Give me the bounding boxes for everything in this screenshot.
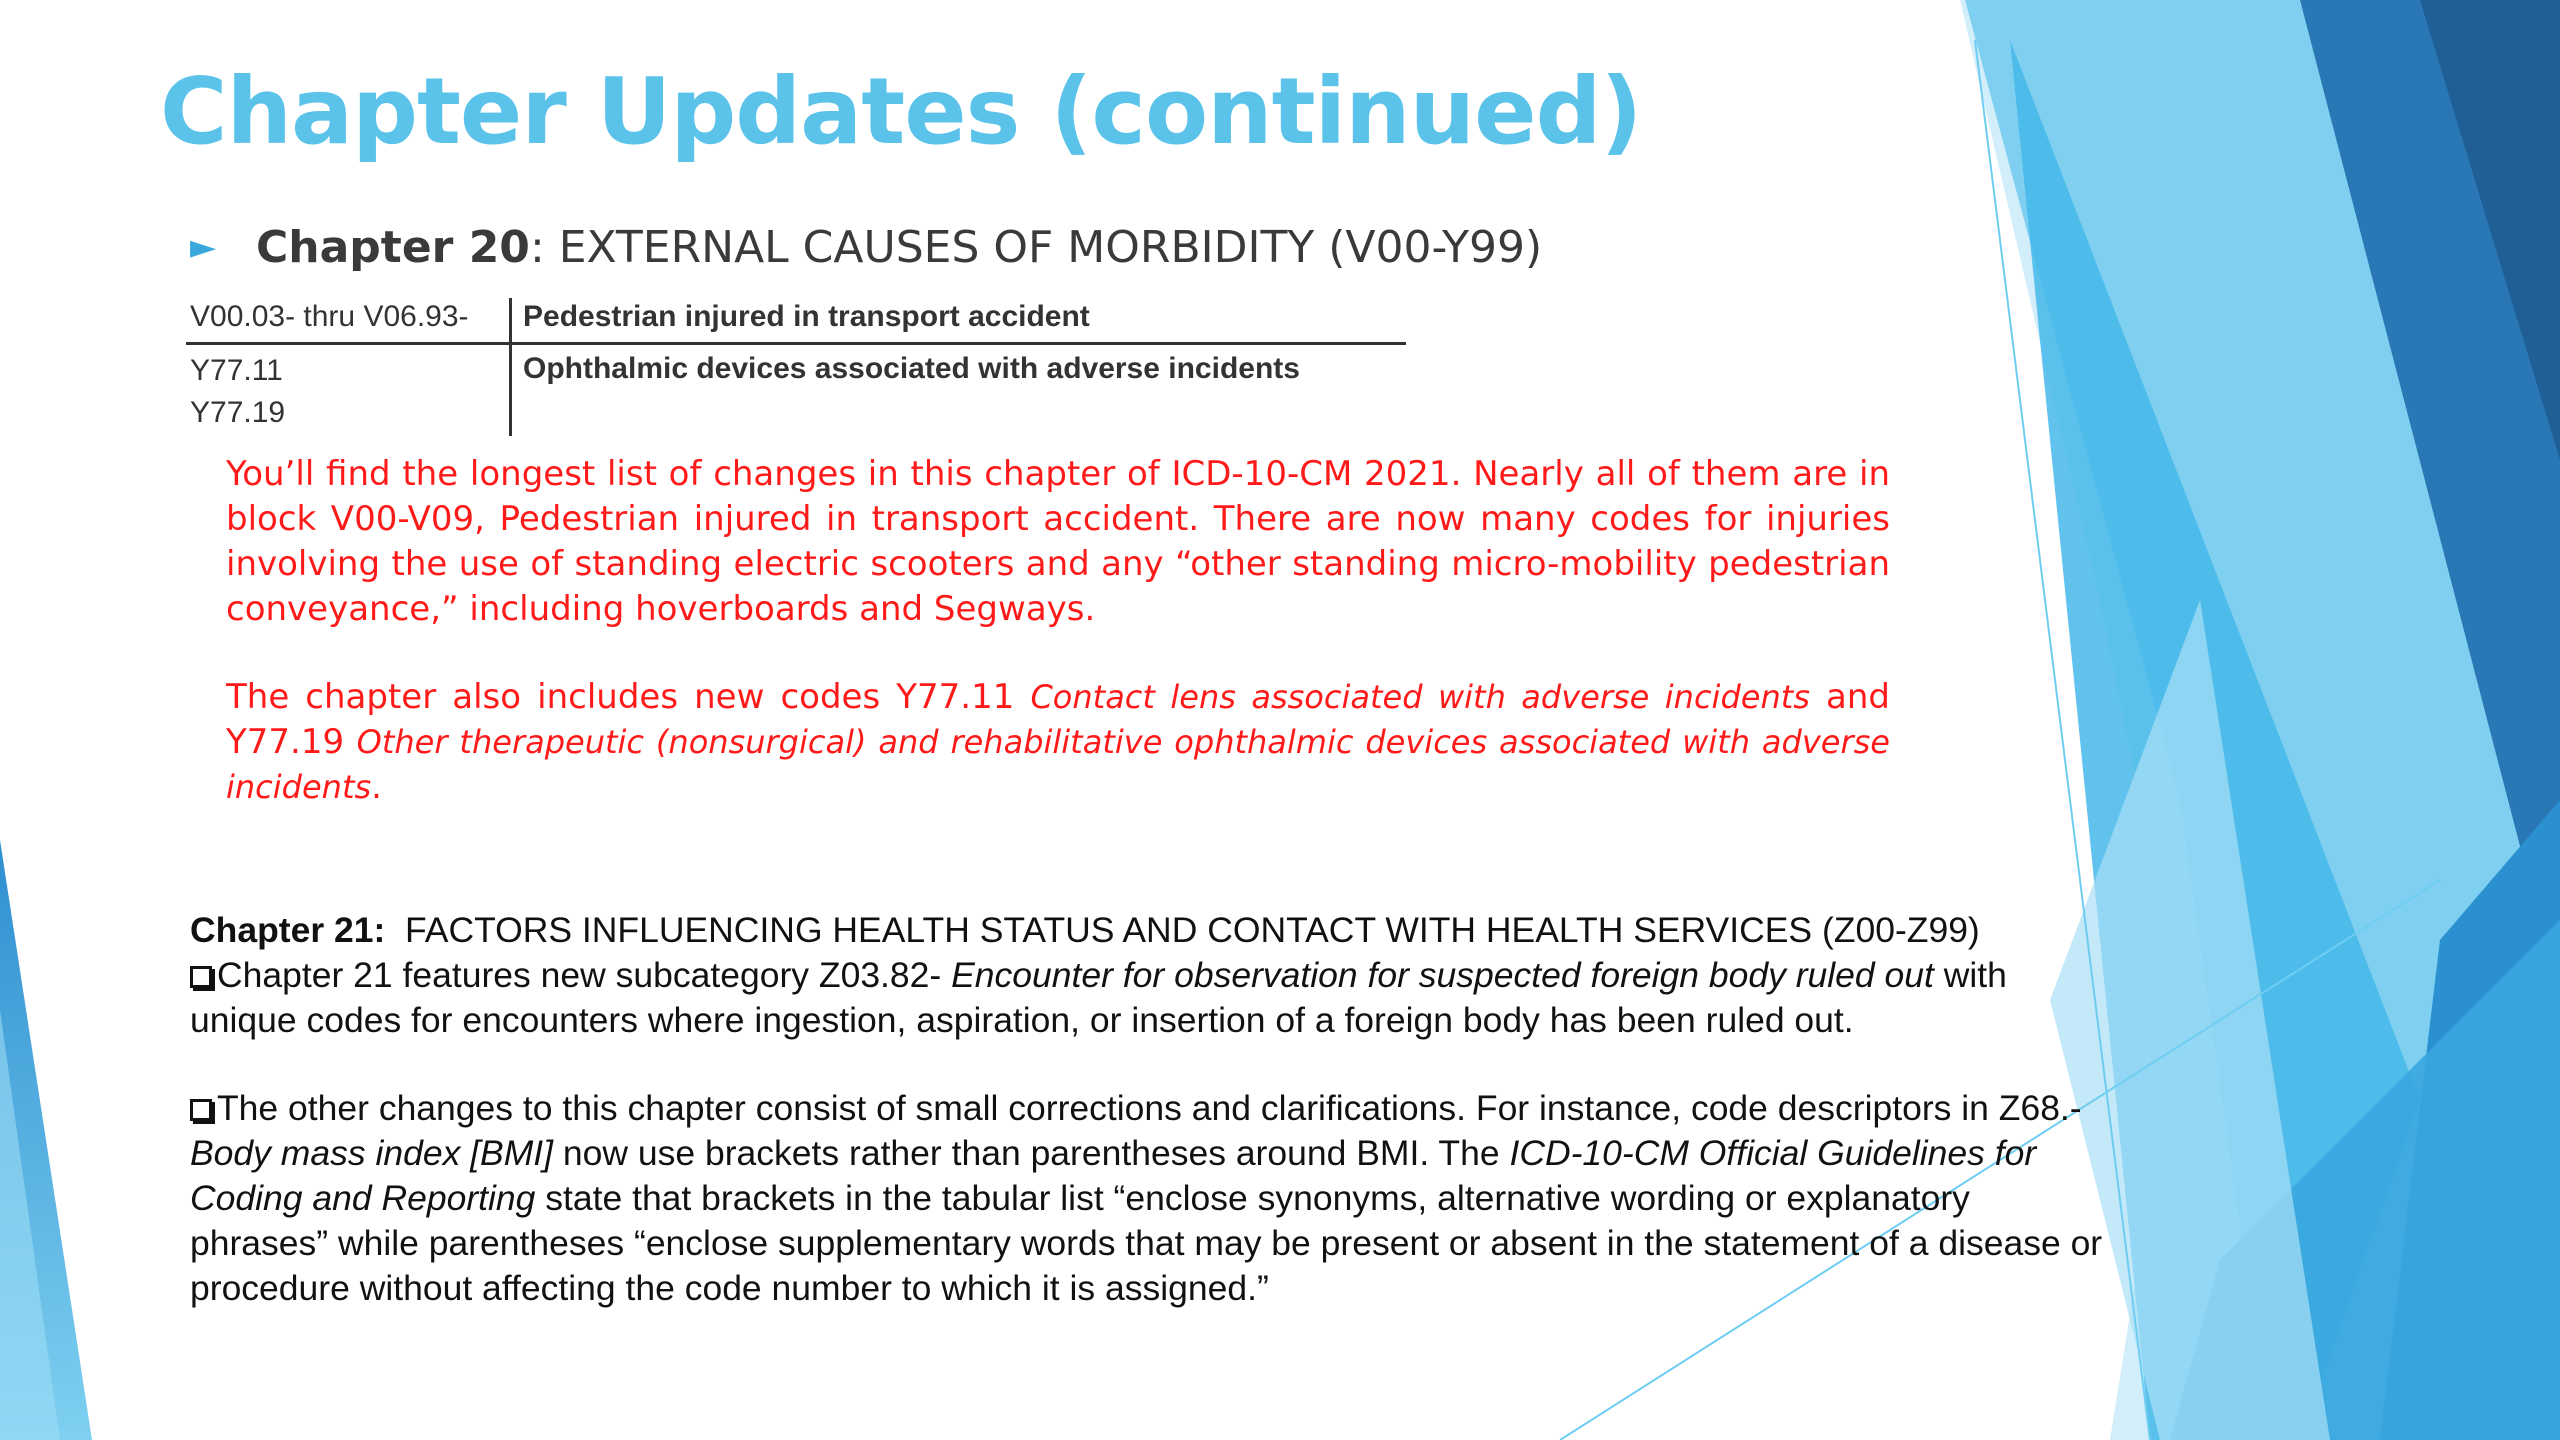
chapter20-heading: EXTERNAL CAUSES OF MORBIDITY (V00-Y99): [544, 222, 1543, 273]
chapter20-label: Chapter 20: [256, 222, 530, 273]
note-text: The chapter also includes new codes Y77.11: [226, 677, 1031, 717]
note-text: and Y77.19: [226, 677, 1890, 762]
triangle-bullet-icon: ►: [190, 227, 217, 267]
chapter21-paragraph-2: [190, 1086, 2110, 1311]
note-text: .: [371, 767, 382, 807]
code-table: [186, 298, 1406, 436]
checkbox-icon: [190, 966, 212, 988]
chapter20-colon: :: [529, 222, 545, 273]
code-title-italic: Other therapeutic (nonsurgical) and rehabilitative ophthalmic devices associated with adverse incidents: [226, 723, 1890, 806]
chapter21-text: now use brackets rather than parentheses around BMI. The: [553, 1133, 1510, 1173]
chapter21-text: Chapter 21 features new subcategory Z03.82-: [217, 955, 952, 995]
chapter20-new-codes-paragraph: [226, 675, 1890, 810]
code-title-italic: Contact lens associated with adverse incidents: [1030, 678, 1810, 716]
chapter21-italic-text: Encounter for observation for suspected foreign body ruled out: [951, 955, 1934, 995]
chapter21-italic-text: ICD-10-CM Official Guidelines for Coding and Reporting: [190, 1133, 2037, 1218]
table-description-cell: Pedestrian injured in transport accident: [523, 300, 1090, 333]
chapter21-heading: FACTORS INFLUENCING HEALTH STATUS AND CONTACT WITH HEALTH SERVICES (Z00-Z99): [405, 910, 1980, 950]
table-description-cell: Ophthalmic devices associated with adverse incidents: [523, 352, 1300, 385]
table-code-cell: Y77.11: [190, 354, 283, 387]
chapter21-section: [190, 908, 2110, 1043]
chapter21-heading-line: [190, 910, 1980, 950]
chapter21-text: state that brackets in the tabular list “enclose synonyms, alternative wording or explanatory phrases” while parentheses “enclose supplementary words that may be present or absent in the statement of a disease or procedure without affecting the code number to which it is assigned.”: [190, 1178, 2103, 1308]
checkbox-icon: [190, 1099, 212, 1121]
table-divider-horizontal: [186, 342, 1406, 345]
chapter21-italic-text: Body mass index [BMI]: [190, 1133, 554, 1173]
chapter21-text: with unique codes for encounters where ingestion, aspiration, or insertion of a foreign body has been ruled out.: [190, 955, 2007, 1040]
slide-title: Chapter Updates (continued): [160, 58, 1642, 165]
chapter20-note-paragraph: You’ll find the longest list of changes in this chapter of ICD-10-CM 2021. Nearly all of them are in block V00-V09, Pedestrian injured in transport accident. There are now many codes for injuries involving the use of standing electric scooters and any “other standing micro-mobility pedestrian conveyance,” including hoverboards and Segways.: [226, 454, 1890, 629]
table-code-cell: Y77.19: [190, 396, 286, 429]
chapter21-text: The other changes to this chapter consist of small corrections and clarifications. For instance, code descriptors in Z68.-: [217, 1088, 2082, 1128]
table-code-cell: V00.03- thru V06.93-: [190, 300, 469, 333]
chapter21-label: Chapter 21:: [190, 910, 386, 950]
chapter20-bullet: [190, 222, 1542, 273]
table-divider-vertical: [509, 298, 512, 436]
